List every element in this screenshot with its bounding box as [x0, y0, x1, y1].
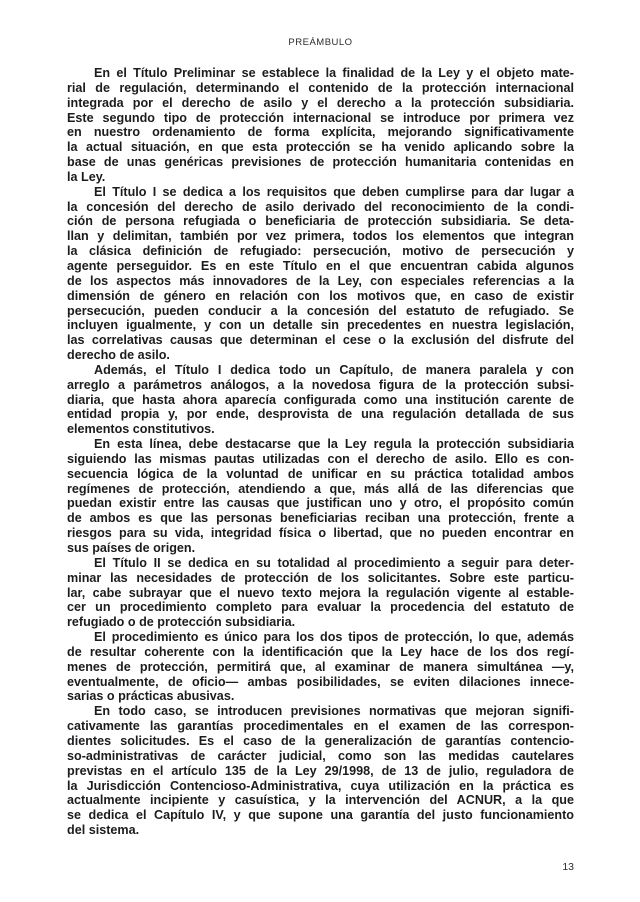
text-line: El procedimiento es único para los dos tipos de protección, lo que, además: [94, 630, 574, 645]
text-line: derecho de asilo.: [67, 348, 170, 363]
text-line: diaria, que hasta ahora aparecía configurada como una institución carente de: [67, 392, 574, 407]
text-line: Este segundo tipo de protección internacional se introduce por primera vez: [67, 110, 574, 125]
text-line: integrada por el derecho de asilo y el derecho a la protección subsidiaria.: [67, 95, 574, 110]
text-line: lar, cabe subrayar que el nuevo texto mejora la regulación vigente al estable-: [67, 585, 574, 600]
text-line: de ambos es que las personas beneficiarias reciban una protección, frente a: [67, 511, 574, 526]
paragraph: [67, 704, 574, 838]
text-line: elementos constitutivos.: [67, 422, 215, 437]
text-line: El Título II se dedica en su totalidad al procedimiento a seguir para deter-: [94, 555, 574, 570]
text-line: rial de regulación, determinando el contenido de la protección internacional: [67, 80, 574, 95]
text-line: base de unas genéricas previsiones de protección humanitaria contenidas en: [67, 155, 574, 170]
text-line: secuencia lógica de la voluntad de unificar en su práctica totalidad ambos: [67, 466, 574, 481]
running-header-text: PREÁMBULO: [288, 37, 353, 48]
text-line: en nuestro ordenamiento de forma explícita, mejorando significativamente: [67, 125, 574, 140]
text-line: las correlativas causas que determinan el cese o la exclusión del disfrute del: [67, 333, 574, 348]
text-line: dimensión de género en relación con los motivos que, en caso de existir: [67, 288, 574, 303]
text-line: minar las necesidades de protección de los solicitantes. Sobre este particu-: [67, 570, 574, 585]
text-line: entidad propia y, por ende, desprovista de una regulación detallada de sus: [67, 407, 574, 422]
paragraph: [67, 437, 574, 556]
text-line: de los aspectos más innovadores de la Ley, con especiales referencias a la: [67, 273, 574, 288]
text-line: la clásica definición de refugiado: persecución, motivo de persecución y: [67, 244, 574, 259]
paragraph: [67, 630, 574, 704]
text-line: previstas en el artículo 135 de la Ley 29/1998, de 13 de julio, reguladora de: [67, 763, 574, 778]
text-line: la concesión del derecho de asilo derivado del reconocimiento de la condi-: [67, 199, 574, 214]
text-line: se dedica el Capítulo IV, y que supone una garantía del justo funcionamiento: [67, 808, 574, 823]
text-line: menes de protección, permitirá que, al examinar de manera simultánea —y,: [67, 659, 574, 674]
text-line: arreglo a parámetros análogos, a la novedosa figura de la protección subsi-: [67, 377, 574, 392]
page-footer: [67, 861, 574, 873]
page-number: 13: [562, 861, 574, 873]
text-line: so-administrativas de carácter judicial, como son las medidas cautelares: [67, 748, 574, 763]
text-line: agente perseguidor. Es en este Título en el que encuentran cabida algunos: [67, 258, 574, 273]
text-line: persecución, pueden conducir a la concesión del estatuto de refugiado. Se: [67, 303, 574, 318]
paragraph: [67, 556, 574, 630]
paragraph: [67, 363, 574, 437]
text-line: siguiendo las mismas pautas utilizadas con el derecho de asilo. Ello es con-: [67, 451, 574, 466]
text-line: refugiado o de protección subsidiaria.: [67, 615, 296, 630]
text-line: Además, el Título I dedica todo un Capítulo, de manera paralela y con: [94, 362, 574, 377]
text-line: En el Título Preliminar se establece la finalidad de la Ley y el objeto mate-: [94, 66, 574, 80]
text-line: puedan existir entre las causas que justifican uno y otro, el propósito común: [67, 496, 574, 511]
text-line: llan y delimitan, también por vez primera, todos los elementos que integran: [67, 229, 574, 244]
text-line: dientes solicitudes. Es el caso de la generalización de garantías contencio-: [67, 733, 574, 748]
text-line: cativamente las garantías procedimentales en el examen de las correspon-: [67, 719, 574, 734]
text-line: incluyen igualmente, y con un detalle sin precedentes en nuestra legislación,: [67, 318, 574, 333]
text-line: la actual situación, en que esta protección se ha venido aplicando sobre la: [67, 140, 574, 155]
text-line: ción de persona refugiada o beneficiaria de protección subsidiaria. Se deta-: [67, 214, 574, 229]
text-line: En esta línea, debe destacarse que la Ley regula la protección subsidiaria: [94, 437, 574, 452]
text-line: del sistema.: [67, 823, 140, 838]
text-line: la Ley.: [67, 169, 106, 184]
text-line: riesgos para su vida, integridad física o libertad, que no pueden encontrar en: [67, 526, 574, 541]
text-line: la Jurisdicción Contencioso-Administrativa, cuya utilización en la práctica es: [67, 778, 574, 793]
text-line: El Título I se dedica a los requisitos que deben cumplirse para dar lugar a: [94, 184, 574, 199]
body-text: [67, 66, 574, 838]
paragraph: [67, 66, 574, 185]
text-line: de resultar coherente con la identificación que la Ley hace de los dos regí-: [67, 644, 574, 659]
running-header: [67, 37, 574, 48]
text-line: En todo caso, se introducen previsiones normativas que mejoran signifi-: [94, 704, 574, 719]
text-line: regímenes de protección, atendiendo a que, más allá de las diferencias que: [67, 481, 574, 496]
text-line: sarias o prácticas abusivas.: [67, 689, 235, 704]
text-line: actualmente incipiente y casuística, y la intervención del ACNUR, a la que: [67, 793, 574, 808]
text-line: sus países de origen.: [67, 541, 196, 555]
text-line: cer un procedimiento completo para evaluar la procedencia del estatuto de: [67, 600, 574, 615]
text-line: eventualmente, de oficio— ambas posibilidades, se eviten dilaciones innece-: [67, 674, 574, 689]
paragraph: [67, 185, 574, 363]
